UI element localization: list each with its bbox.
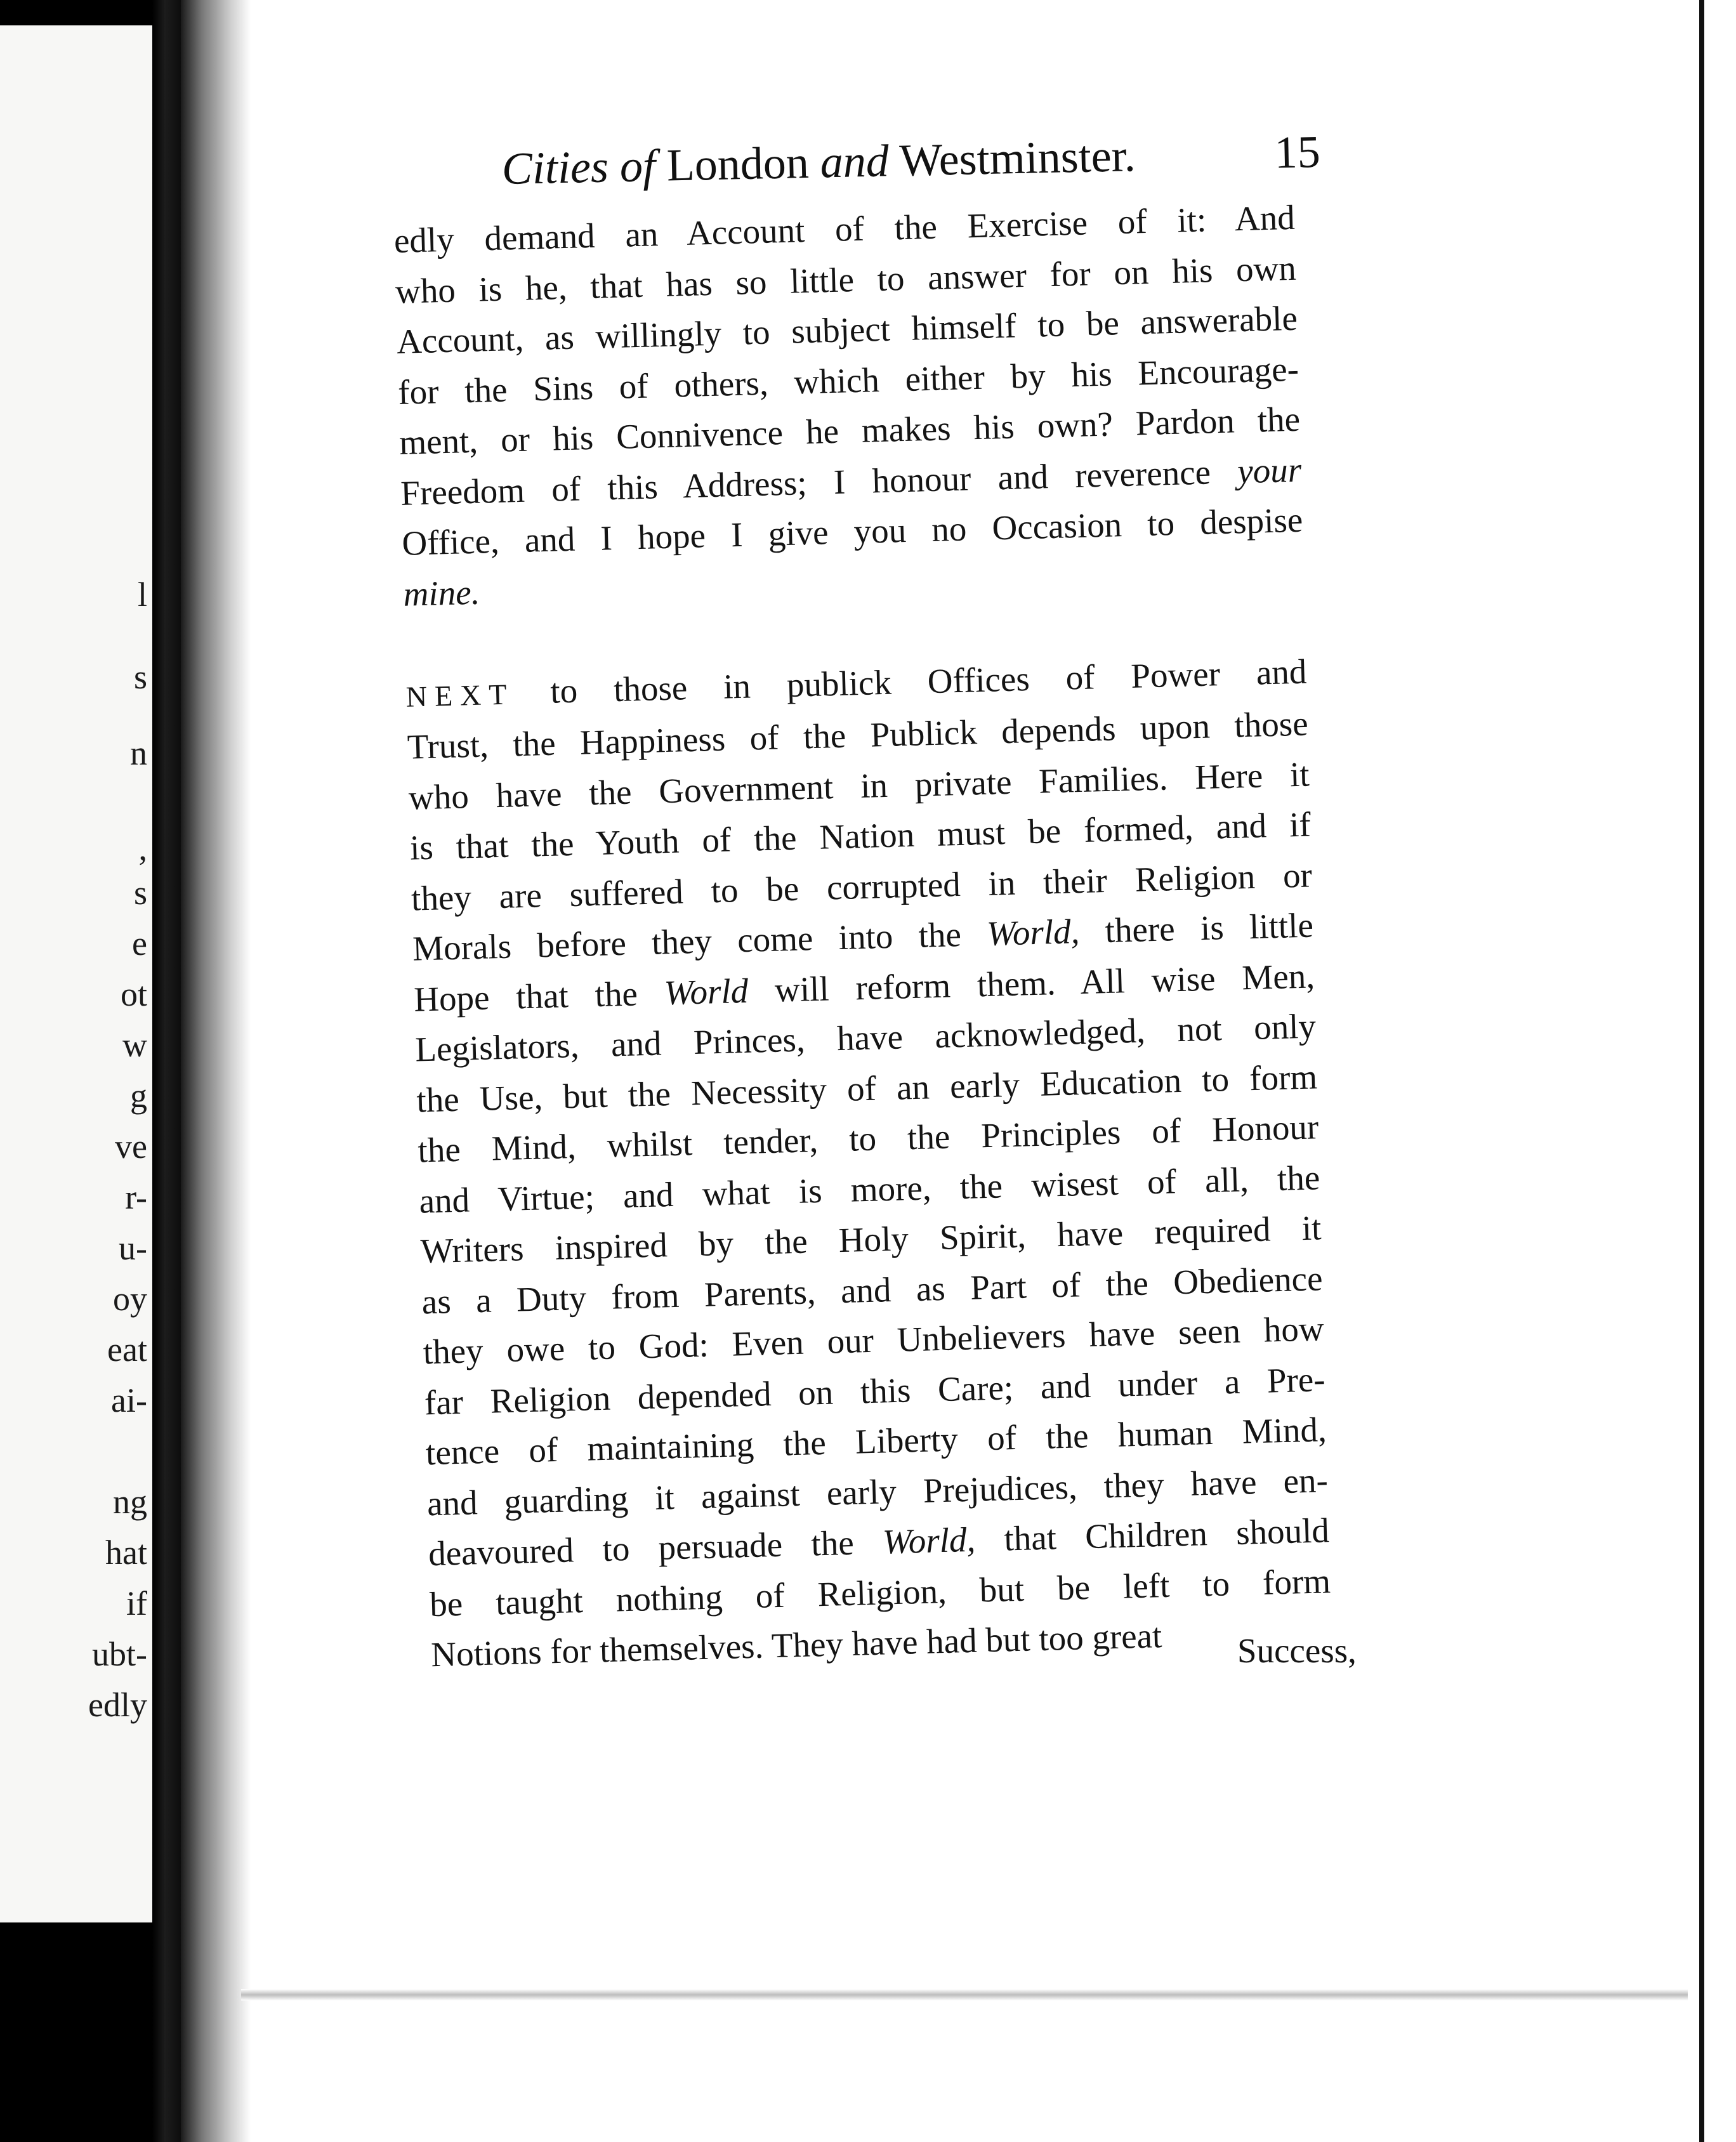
left-page-fragment: ai- <box>111 1381 147 1419</box>
book-gutter <box>152 0 184 2142</box>
text-line: is that the Youth of the Nation must be formed, and if <box>409 805 1312 867</box>
text-line: Legislators, and Princes, have acknowledged, not only <box>414 1006 1317 1069</box>
text-line: edly demand an Account of the Exercise of it: And <box>393 197 1296 260</box>
page-curl-shadow <box>181 0 251 2142</box>
paragraph-1 <box>393 192 1305 619</box>
text-line: Writers inspired by the Holy Spirit, have required it <box>419 1208 1322 1271</box>
text-line: the Use, but the Necessity of an early Education to form <box>416 1056 1318 1120</box>
text-line: deavoured to persuade the World, that Children should <box>428 1511 1330 1574</box>
left-page-fragment: e <box>132 924 147 963</box>
left-page-fragment: , <box>138 829 147 867</box>
left-page-fragment: ot <box>120 975 147 1013</box>
left-page-fragment: r- <box>125 1178 147 1216</box>
text-line: Office, and I hope I give you no Occasion to despise <box>401 500 1303 563</box>
text-line: Freedom of this Address; I honour and reverence your <box>400 450 1302 513</box>
text-line: Trust, the Happiness of the Publick depends upon those <box>407 704 1309 766</box>
left-page-fragment: hat <box>105 1534 147 1572</box>
text-line: Morals before they come into the World, there is little <box>412 905 1314 968</box>
left-page-fragment: s <box>133 874 147 912</box>
page-number: 15 <box>1273 126 1321 178</box>
left-page-fragment: l <box>137 575 147 614</box>
text-line: who have the Government in private Families. Here it <box>408 754 1310 817</box>
text-line: mine. <box>402 572 481 614</box>
text-line: as a Duty from Parents, and as Part of the Obedience <box>421 1258 1324 1321</box>
text-line: ment, or his Connivence he makes his own? Pardon the <box>398 399 1301 462</box>
catchword: Success, <box>1237 1631 1357 1670</box>
left-page-fragment: ng <box>113 1483 147 1521</box>
text-line: who is he, that has so little to answer for on his own <box>395 248 1297 311</box>
text-line: they are suffered to be corrupted in their Religion or <box>411 855 1313 918</box>
paragraph-2 <box>405 646 1332 1680</box>
left-page-fragment: if <box>126 1584 147 1622</box>
text-line: the Mind, whilst tender, to the Principles of Honour <box>417 1107 1319 1170</box>
text-line: tence of maintaining the Liberty of the human Mind, <box>425 1410 1327 1473</box>
left-page-fragment: ve <box>115 1127 147 1166</box>
text-line: Hope that the World will reform them. All wise Men, <box>413 956 1315 1019</box>
text-line: far Religion depended on this Care; and under a Pre- <box>424 1359 1326 1422</box>
body-text <box>393 192 1332 1680</box>
text-line: be taught nothing of Religion, but be left to form <box>429 1561 1331 1624</box>
left-page-fragment: oy <box>113 1280 147 1318</box>
text-line: Notions for themselves. They have had but too great <box>430 1616 1163 1674</box>
text-line: NEXT to those in publick Offices of Power and <box>405 652 1308 713</box>
scan-right-border <box>1699 0 1736 2142</box>
text-line: and Virtue; and what is more, the wisest of all, the <box>418 1157 1320 1220</box>
left-page-fragment: ubt- <box>92 1635 147 1673</box>
left-page-fragment: n <box>130 734 147 772</box>
running-head-title: Cities of London and Westminster. <box>501 130 1136 194</box>
text-line: for the Sins of others, which either by his Encourage- <box>397 349 1299 412</box>
left-page-fragment: u- <box>119 1229 147 1267</box>
left-page-fragment: s <box>133 658 147 696</box>
text-line: and guarding it against early Prejudices, they have en- <box>426 1460 1329 1523</box>
text-line: Account, as willingly to subject himself to be answerable <box>396 298 1298 361</box>
left-page-fragment: w <box>122 1026 147 1064</box>
page-bottom-edge <box>241 1989 1688 2001</box>
left-page-fragment: g <box>130 1077 147 1115</box>
left-page-fragment: edly <box>88 1686 147 1724</box>
text-line: they owe to God: Even our Unbelievers have seen how <box>423 1309 1325 1372</box>
left-facing-page <box>0 25 152 1922</box>
left-page-fragment: eat <box>107 1331 147 1369</box>
